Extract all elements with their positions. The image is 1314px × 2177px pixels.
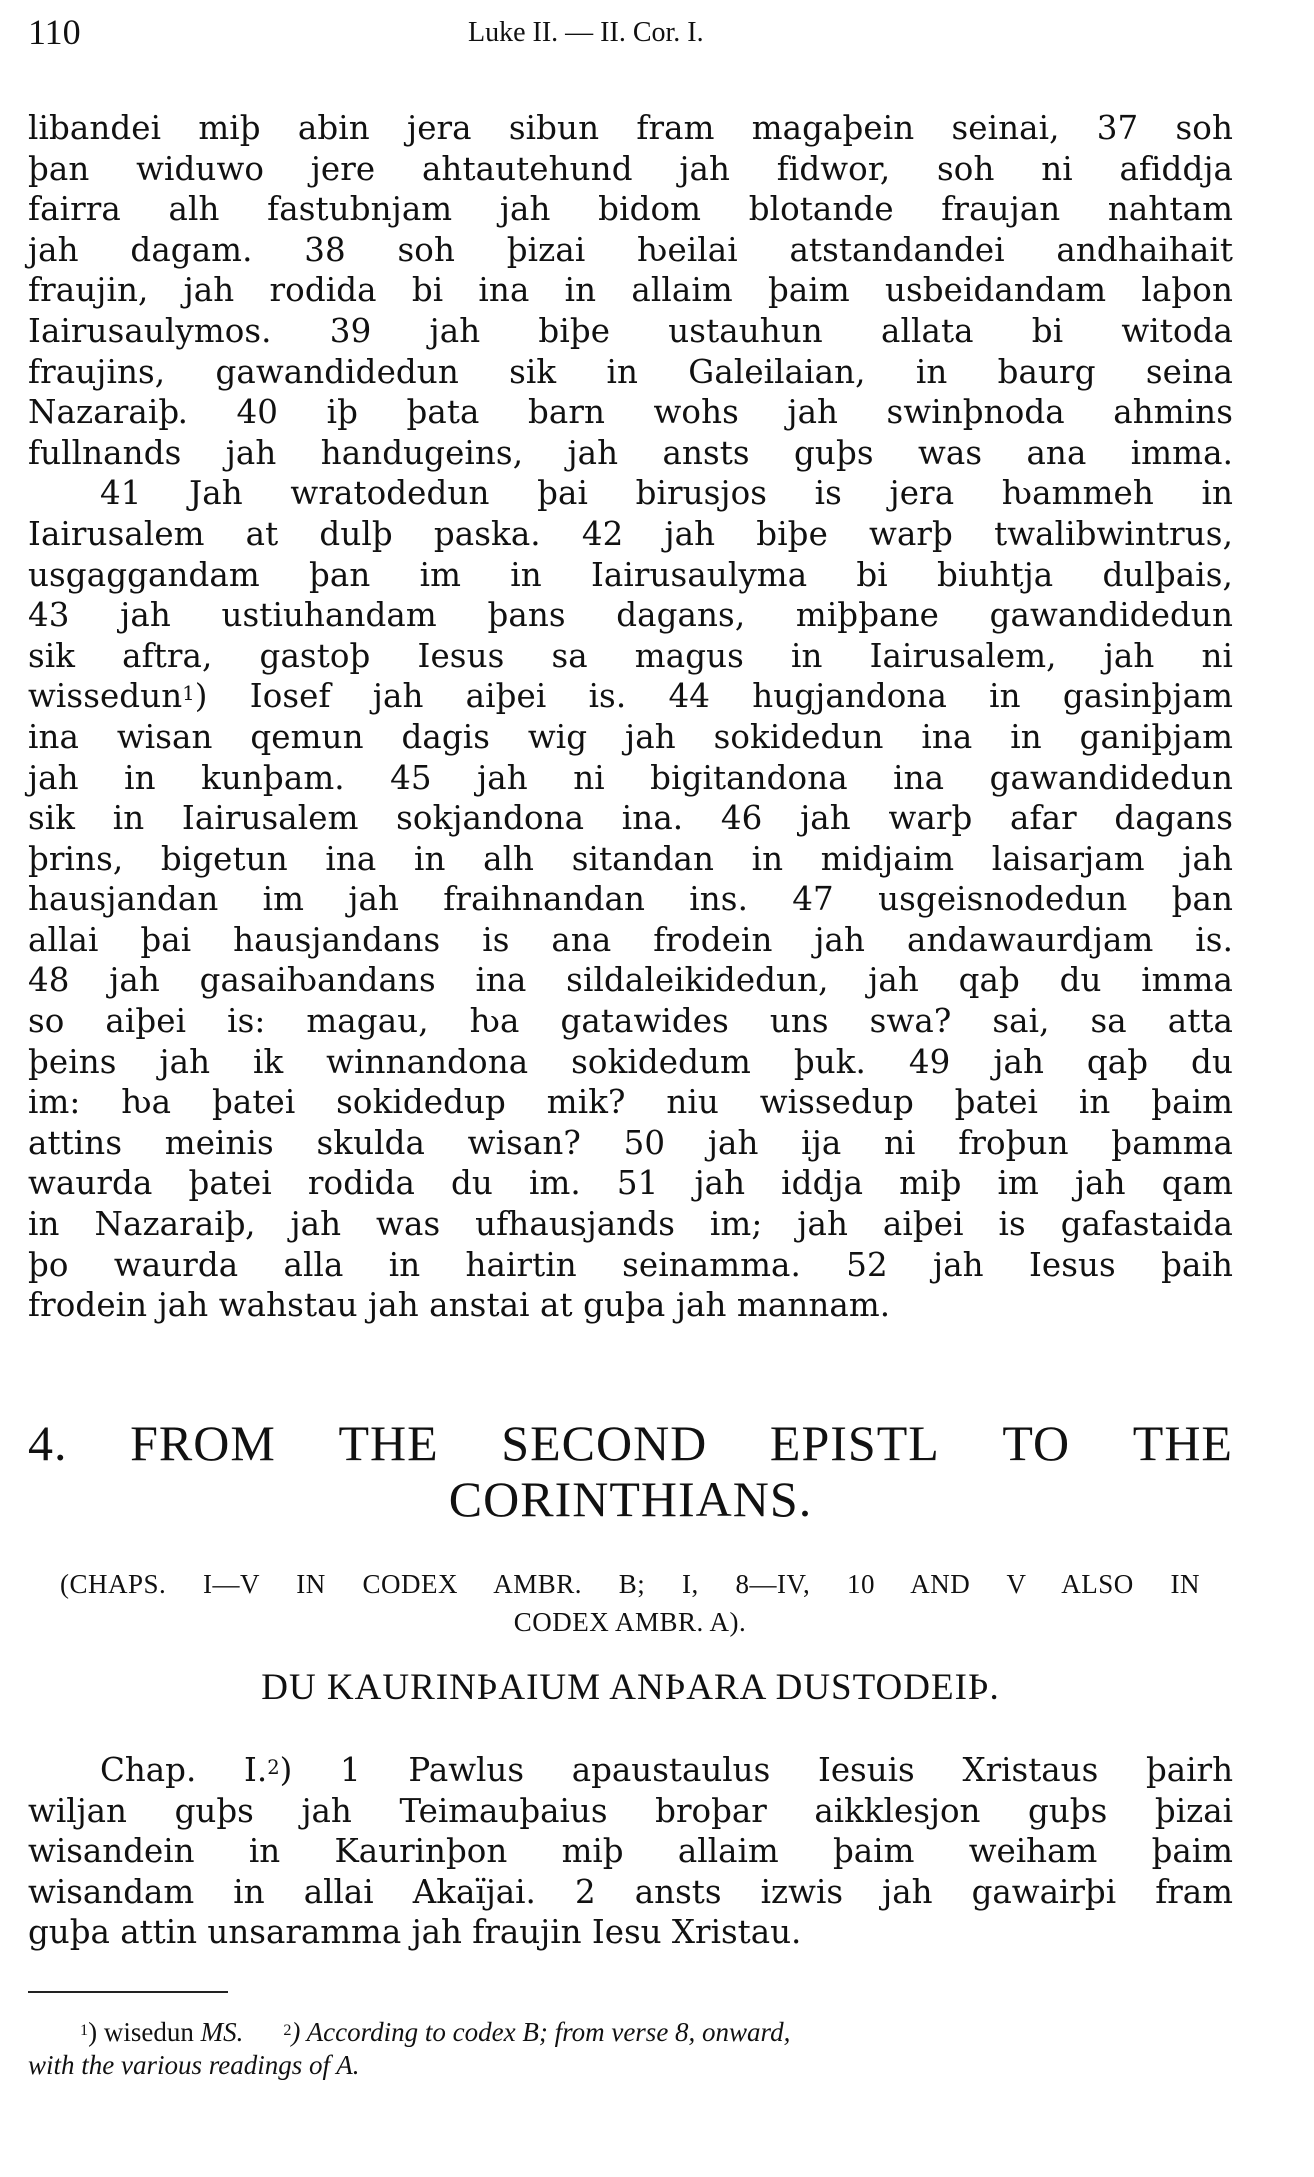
- footnotes: [28, 2016, 1233, 2082]
- footnote-line: with the various readings of A.: [28, 2050, 360, 2080]
- text-line: allai þai hausjandans is ana frodein jah andawaurdjam is.: [28, 920, 1233, 959]
- codex-note-line: (CHAPS. I—V IN CODEX AMBR. B; I, 8—IV, 10 AND V ALSO IN: [60, 1569, 1200, 1599]
- heading-word: SECOND: [501, 1415, 708, 1471]
- footnote-divider: [28, 1991, 228, 1993]
- text-line: 41 Jah wratodedun þai birusjos is jera ƕammeh in: [100, 474, 1233, 513]
- text-line: þrins, bigetun ina in alh sitandan in midjaim laisarjam jah: [28, 839, 1233, 878]
- running-head: [28, 10, 1233, 60]
- text-fragment: ) 1 Pawlus apaustaulus Iesuis Xristaus þairh: [279, 1751, 1234, 1789]
- text-line: frodein jah wahstau jah anstai at guþa jah mannam.: [28, 1286, 891, 1325]
- page-number: 110: [28, 12, 81, 52]
- heading-word: THE: [338, 1415, 439, 1471]
- section-number: 4.: [28, 1415, 68, 1471]
- footnote-marker: 2: [267, 1756, 280, 1779]
- chapter-text: [28, 1750, 1233, 1953]
- text-line: fullnands jah handugeins, jah ansts guþs was ana imma.: [28, 433, 1233, 472]
- codex-note: [60, 1565, 1200, 1641]
- text-line: in Nazaraiþ, jah was ufhausjands im; jah aiþei is gafastaida: [28, 1205, 1233, 1244]
- text-line: þo waurda alla in hairtin seinamma. 52 jah Iesus þaih: [28, 1245, 1233, 1284]
- heading-word: THE: [1132, 1415, 1233, 1471]
- text-line: jah dagam. 38 soh þizai ƕeilai atstandandei andhaihait: [28, 230, 1233, 269]
- chapter-label: Chap. I.: [100, 1751, 268, 1789]
- text-line: hausjandan im jah fraihnandan ins. 47 usgeisnodedun þan: [28, 880, 1233, 919]
- text-line: fairra alh fastubnjam jah bidom blotande fraujan nahtam: [28, 190, 1233, 229]
- heading-word: EPISTL: [769, 1415, 940, 1471]
- codex-note-line: CODEX AMBR. A).: [513, 1607, 747, 1637]
- footnote-line: [28, 2016, 1233, 2049]
- text-line: jah in kunþam. 45 jah ni bigitandona ina gawandidedun: [28, 758, 1233, 797]
- text-fragment: wissedun: [28, 677, 183, 716]
- text-line: þeins jah ik winnandona sokidedum þuk. 49 jah qaþ du: [28, 1042, 1233, 1081]
- text-line: so aiþei is: magau, ƕa gatawides uns swa? sai, sa atta: [28, 1002, 1233, 1041]
- luke-text: [28, 108, 1233, 1326]
- text-line: Nazaraiþ. 40 iþ þata barn wohs jah swinþnoda ahmins: [28, 393, 1233, 432]
- text-line: wisandam in allai Akaïjai. 2 ansts izwis jah gawairþi fram: [28, 1872, 1233, 1911]
- text-line: sik aftra, gastoþ Iesus sa magus in Iairusalem, jah ni: [28, 636, 1233, 675]
- text-line: attins meinis skulda wisan? 50 jah ija ni froþun þamma: [28, 1123, 1233, 1162]
- section-heading-line: CORINTHIANS.: [448, 1471, 813, 1527]
- text-line: 43 jah ustiuhandam þans dagans, miþþane gawandidedun: [28, 596, 1233, 635]
- footnote-marker: 1: [80, 2021, 89, 2039]
- text-line-with-footnote: [28, 676, 1233, 717]
- footnote-marker: 1: [182, 682, 195, 706]
- gothic-title: DU KAURINÞAIUM ANÞARA DUSTODEIÞ.: [261, 1667, 1000, 1708]
- text-line: fraujin, jah rodida bi ina in allaim þaim usbeidandam laþon: [28, 271, 1233, 310]
- text-line: libandei miþ abin jera sibun fram magaþein seinai, 37 soh: [28, 109, 1233, 147]
- section-heading: [28, 1415, 1233, 1527]
- heading-word: TO: [1002, 1415, 1071, 1471]
- heading-word: FROM: [130, 1415, 276, 1471]
- text-line: ina wisan qemun dagis wig jah sokidedun ina in ganiþjam: [28, 717, 1233, 756]
- text-line: waurda þatei rodida du im. 51 jah iddja miþ im jah qam: [28, 1164, 1233, 1203]
- footnote-text: ) According to codex B; from verse 8, onward,: [291, 2017, 791, 2047]
- text-line: Iairusalem at dulþ paska. 42 jah biþe warþ twalibwintrus,: [28, 514, 1233, 553]
- running-title: Luke II. — II. Cor. I.: [468, 17, 704, 48]
- text-fragment: ) Iosef jah aiþei is. 44 hugjandona in gasinþjam: [194, 677, 1233, 716]
- text-line: wisandein in Kaurinþon miþ allaim þaim weiham þaim: [28, 1832, 1233, 1871]
- text-line: 48 jah gasaiƕandans ina sildaleikidedun, jah qaþ du imma: [28, 961, 1233, 1000]
- text-line: þan widuwo jere ahtautehund jah fidwor, soh ni afiddja: [28, 149, 1233, 188]
- footnote-text: ) wisedun: [88, 2017, 194, 2047]
- text-line: guþa attin unsaramma jah fraujin Iesu Xristau.: [28, 1913, 802, 1952]
- text-line: im: ƕa þatei sokidedup mik? niu wissedup þatei in þaim: [28, 1083, 1233, 1122]
- text-line: wiljan guþs jah Teimauþaius broþar aikklesjon guþs þizai: [28, 1791, 1233, 1830]
- text-line: usgaggandam þan im in Iairusaulyma bi biuhtja dulþais,: [28, 555, 1233, 594]
- section-heading-line: [28, 1415, 1233, 1471]
- text-line: sik in Iairusalem sokjandona ina. 46 jah warþ afar dagans: [28, 799, 1233, 838]
- text-line: Iairusaulymos. 39 jah biþe ustauhun allata bi witoda: [28, 311, 1233, 350]
- text-line: fraujins, gawandidedun sik in Galeilaian, in baurg seina: [28, 352, 1233, 391]
- text-line-with-footnote: [28, 1750, 1233, 1791]
- footnote-marker: 2: [283, 2021, 292, 2039]
- footnote-text: MS.: [200, 2017, 244, 2047]
